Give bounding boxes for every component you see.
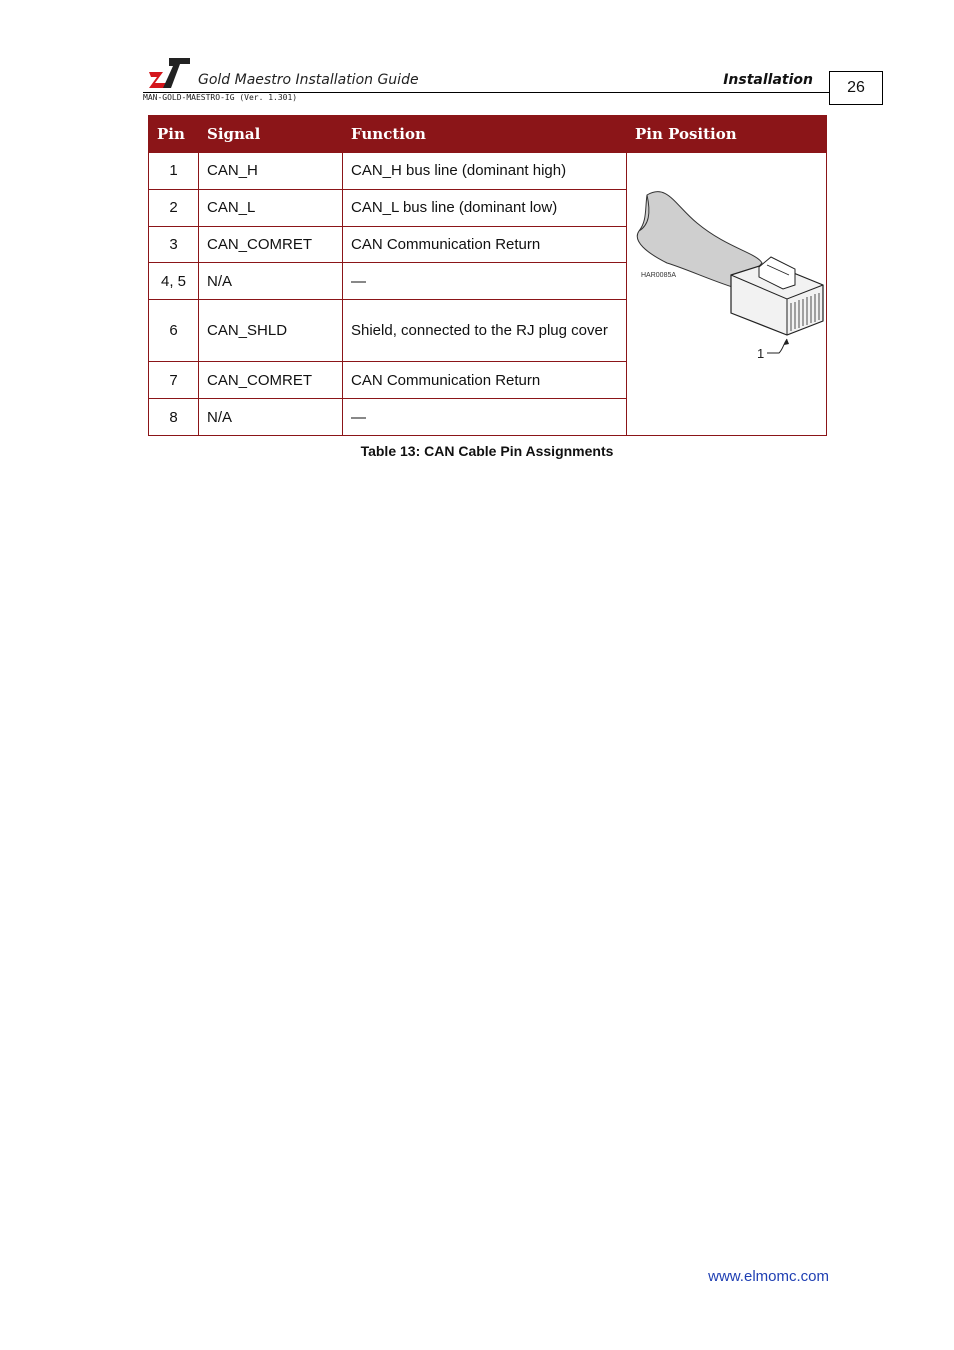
pin-position-cell — [627, 153, 827, 436]
document-title: Gold Maestro Installation Guide — [198, 72, 419, 88]
figure-pin-label: 1 — [757, 346, 765, 361]
signal-cell: N/A — [199, 399, 343, 436]
pin-cell: 8 — [149, 399, 199, 436]
function-cell: CAN Communication Return — [343, 226, 627, 263]
website-link[interactable]: www.elmomc.com — [708, 1268, 829, 1285]
pin-cell: 1 — [149, 153, 199, 190]
function-cell: CAN_H bus line (dominant high) — [343, 153, 627, 190]
function-cell: CAN_L bus line (dominant low) — [343, 189, 627, 226]
figure-code-label: HAR0085A — [641, 272, 677, 279]
signal-cell: CAN_L — [199, 189, 343, 226]
function-cell: CAN Communication Return — [343, 362, 627, 399]
pin-cell: 6 — [149, 300, 199, 362]
function-cell: — — [343, 263, 627, 300]
rj-plug-illustration — [627, 153, 825, 431]
pin-cell: 2 — [149, 189, 199, 226]
header-function: Function — [343, 116, 627, 153]
signal-cell: CAN_COMRET — [199, 226, 343, 263]
signal-cell: CAN_H — [199, 153, 343, 190]
elmo-logo — [149, 58, 191, 90]
header-pin: Pin — [149, 116, 199, 153]
page-number: 26 — [829, 71, 883, 105]
function-cell: Shield, connected to the RJ plug cover — [343, 300, 627, 362]
signal-cell: N/A — [199, 263, 343, 300]
pin-cell: 7 — [149, 362, 199, 399]
pin-assignment-table — [148, 115, 827, 436]
pin-cell: 3 — [149, 226, 199, 263]
signal-cell: CAN_SHLD — [199, 300, 343, 362]
section-title: Installation — [723, 72, 813, 88]
signal-cell: CAN_COMRET — [199, 362, 343, 399]
table-caption: Table 13: CAN Cable Pin Assignments — [360, 443, 614, 459]
document-code: MAN-GOLD-MAESTRO-IG (Ver. 1.301) — [143, 93, 298, 102]
header-signal: Signal — [199, 116, 343, 153]
header-pin-position: Pin Position — [627, 116, 827, 153]
table-row — [149, 153, 827, 190]
table-header-row — [149, 116, 827, 153]
pin-cell: 4, 5 — [149, 263, 199, 300]
function-cell: — — [343, 399, 627, 436]
